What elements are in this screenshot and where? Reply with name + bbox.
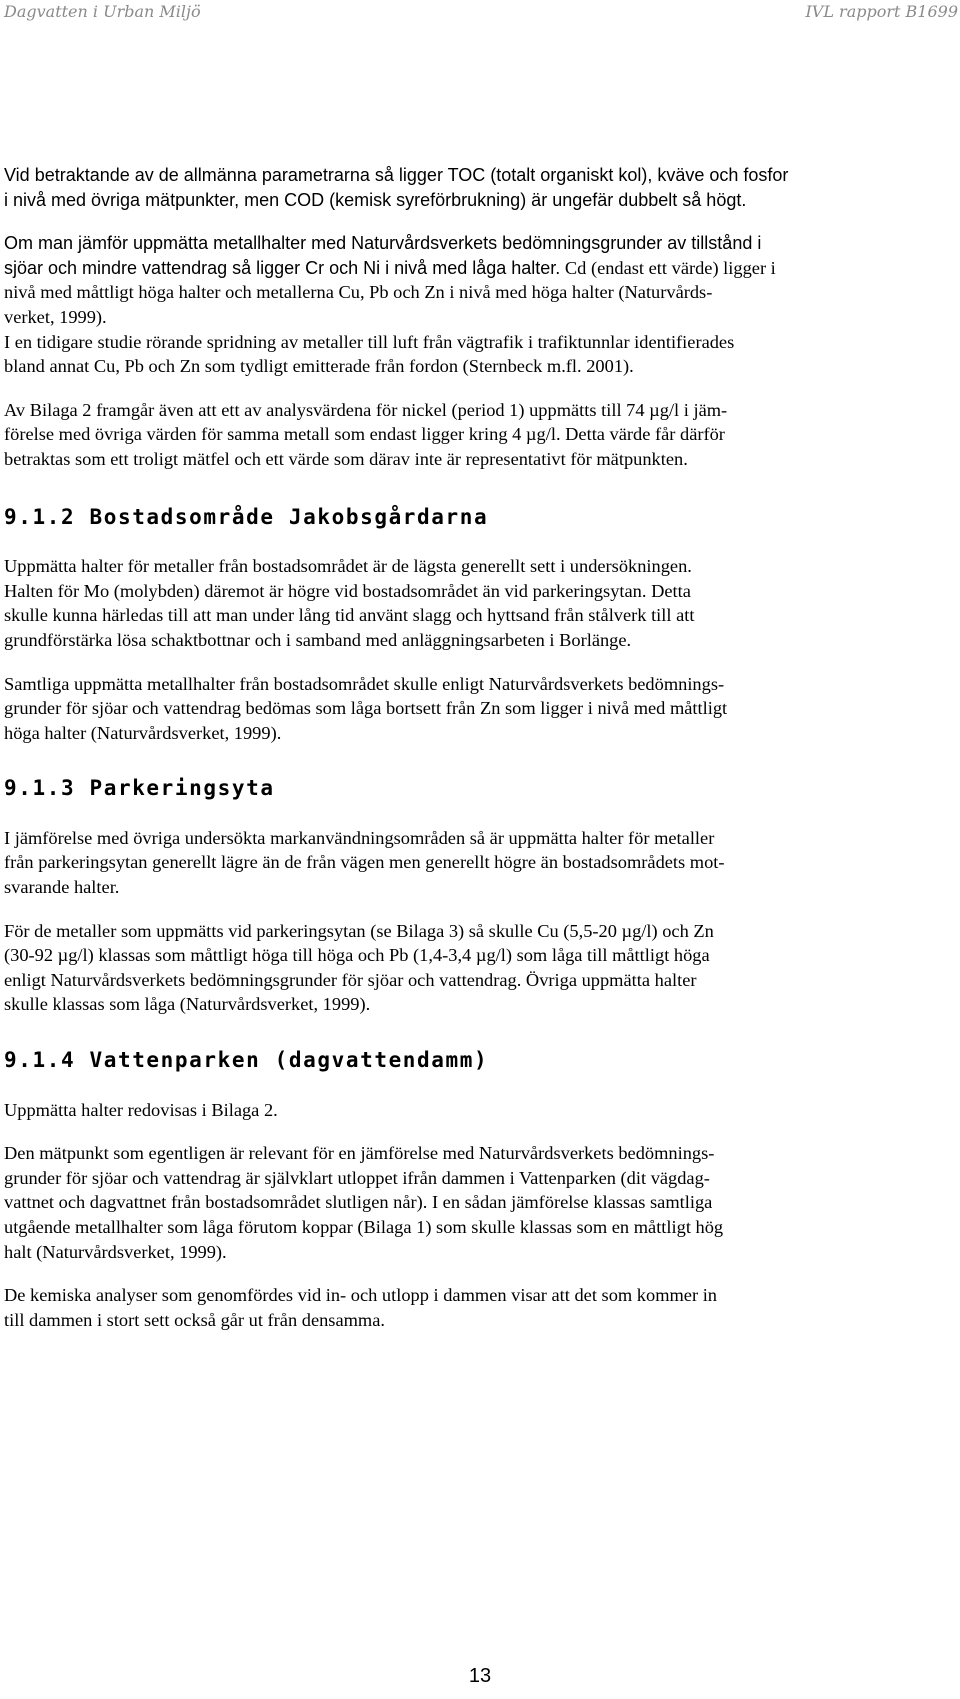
section-parkeringsyta-paragraph-2: För de metaller som uppmätts vid parkeringsytan (se Bilaga 3) så skulle Cu (5,5-20 µg/l) och Zn (30-92 µg/l) klassas som måttligt höga till höga och Pb (1,4-3,4 µg/l) som låga till måttligt höga enligt Naturvårdsverkets bedömningsgrunder för sjöar och vattendrag. Övriga uppmätta halter skulle klassas som låga (Naturvårdsverket, 1999).: [4, 920, 714, 1015]
document-body: [4, 163, 934, 1332]
header-report-number: IVL rapport B1699: [805, 2, 958, 21]
section-vattenparken-paragraph-1: Uppmätta halter redovisas i Bilaga 2.: [4, 1099, 278, 1120]
page-header: [0, 0, 960, 28]
section-vattenparken-paragraph-2: Den mätpunkt som egentligen är relevant för en jämförelse med Naturvårdsverkets bedömnings- grunder för sjöar och vattendrag är självklart utloppet ifrån dammen i Vattenparken (dit vägdag- vattnet och dagvattnet från bostadsområdet slutligen når). I en sådan jämförelse klassas samtliga utgående metallhalter som låga förutom koppar (Bilaga 1) som skulle klassas som en måttligt hög halt (Naturvårdsverket, 1999).: [4, 1143, 724, 1262]
header-title: Dagvatten i Urban Miljö: [4, 2, 201, 21]
section-jakobsgardarna-paragraph-1: Uppmätta halter för metaller från bostadsområdet är de lägsta generellt sett i undersökningen. Halten för Mo (molybden) däremot är högre vid bostadsområdet än vid parkeringsytan. Detta skulle kunna härledas till att man under lång tid använt slagg och hyttsand från stålverk till att grundförstärka lösa schaktbottnar och i samband med anläggningsarbeten i Borlänge.: [4, 556, 695, 650]
paragraph-metal-levels: nivå med måttligt höga halter och metallerna Cu, Pb och Zn i nivå med höga halter (Naturvårds- verket, 1999).: [4, 282, 713, 327]
section-heading-vattenparken: 9.1.4 Vattenparken (dagvattendamm): [4, 1048, 489, 1073]
paragraph-metal-comparison-lead: Om man jämför uppmätta metallhalter med Naturvårdsverkets bedömningsgrunder av tillstånd i sjöar och mindre vattendrag så ligger Cr och Ni i nivå med låga halter.: [4, 233, 762, 278]
paragraph-metal-comparison-cd: Cd (endast ett värde) ligger i: [560, 257, 776, 278]
section-heading-parkeringsyta: 9.1.3 Parkeringsyta: [4, 776, 275, 801]
page-number: 13: [468, 1665, 492, 1687]
paragraph-previous-study: I en tidigare studie rörande spridning av metaller till luft från vägtrafik i trafiktunnlar identifierades bland annat Cu, Pb och Zn som tydligt emitterade från fordon (Sternbeck m.fl. 2001).: [4, 331, 735, 377]
section-vattenparken-paragraph-3: De kemiska analyser som genomfördes vid in- och utlopp i dammen visar att det som kommer in till dammen i stort sett också går ut från densamma.: [4, 1285, 717, 1330]
section-heading-jakobsgardarna: 9.1.2 Bostadsområde Jakobsgårdarna: [4, 504, 489, 529]
paragraph-nickel-value: Av Bilaga 2 framgår även att ett av analysvärdena för nickel (period 1) uppmätts till 74 µg/l i jäm- förelse med övriga värden för samma metall som endast ligger kring 4 µg/l. Detta värde får därför betraktas som ett troligt mätfel och ett värde som därav inte är representativt för mätpunkten.: [4, 399, 728, 469]
section-parkeringsyta-paragraph-1: I jämförelse med övriga undersökta markanvändningsområden så är uppmätta halter för metaller från parkeringsytan generellt lägre än de från vägen men generellt högre än bostadsområdets mot- svarande halter.: [4, 827, 725, 898]
paragraph-general-parameters: Vid betraktande av de allmänna parametrarna så ligger TOC (totalt organiskt kol), kväve och fosfor i nivå med övriga mätpunkter, men COD (kemisk syreförbrukning) är ungefär dubbelt så högt.: [4, 165, 789, 210]
section-jakobsgardarna-paragraph-2: Samtliga uppmätta metallhalter från bostadsområdet skulle enligt Naturvårdsverkets bedömnings- grunder för sjöar och vattendrag bedömas som låga bortsett från Zn som ligger i nivå med måttligt höga halter (Naturvårdsverket, 1999).: [4, 673, 728, 743]
paragraph-metal-comparison: [4, 231, 934, 280]
